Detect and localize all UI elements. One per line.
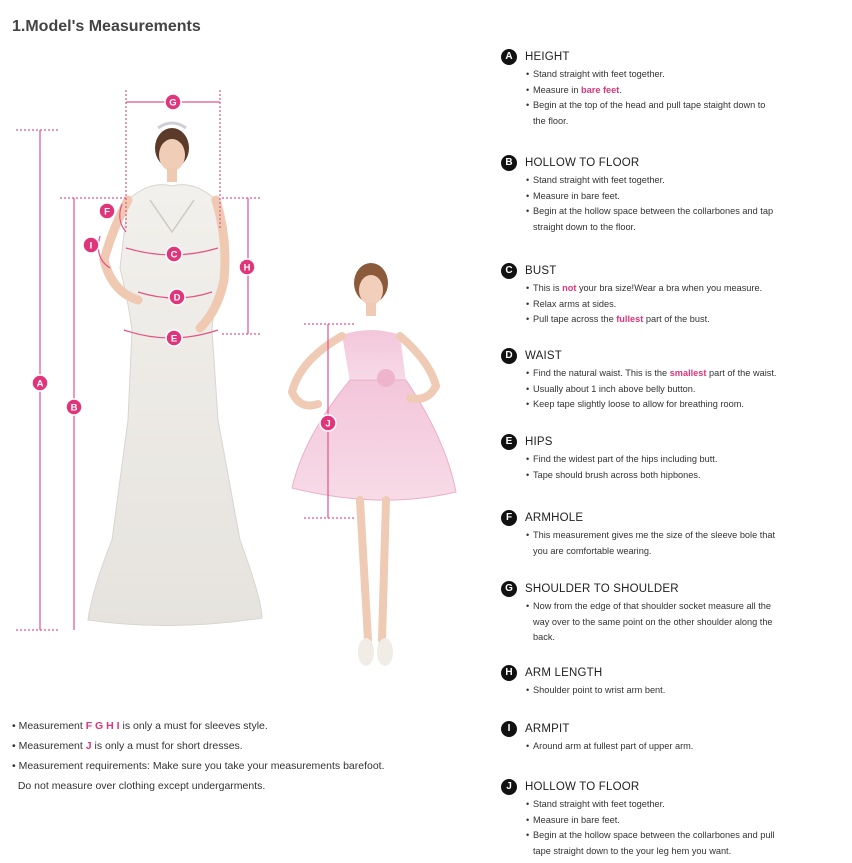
note-line: • Measurement requirements: Make sure you take your measurements barefoot.: [12, 760, 385, 772]
bullet-text: • This measurement gives me the size of the sleeve bole that: [526, 528, 846, 544]
item-bullets: [501, 452, 846, 483]
svg-text:B: B: [70, 402, 78, 414]
measurement-item-b: [501, 154, 846, 235]
item-bullets: [501, 528, 846, 559]
letter-badge: J: [501, 779, 517, 795]
item-title: ARMHOLE: [525, 511, 584, 524]
item-bullets: [501, 599, 846, 646]
marker-a: [32, 375, 48, 391]
measurement-figure: [0, 0, 480, 700]
letter-badge: F: [501, 510, 517, 526]
item-bullets: [501, 366, 846, 413]
marker-j: [320, 415, 336, 431]
svg-text:I: I: [89, 240, 93, 252]
item-header: [501, 433, 846, 450]
item-header: [501, 778, 846, 795]
bullet-text: • Keep tape slightly loose to allow for breathing room.: [526, 397, 846, 413]
measurement-item-e: [501, 433, 846, 483]
item-header: [501, 48, 846, 65]
item-bullets: [501, 67, 846, 129]
bullet-text: • Begin at the top of the head and pull tape staight down to: [526, 98, 846, 114]
measurement-item-i: [501, 720, 846, 755]
item-title: SHOULDER TO SHOULDER: [525, 582, 679, 595]
item-title: WAIST: [525, 349, 562, 362]
svg-text:H: H: [243, 262, 251, 274]
item-header: [501, 347, 846, 364]
letter-badge: I: [501, 721, 517, 737]
bullet-text: • Measure in bare feet.: [526, 189, 846, 205]
measurement-notes: [12, 716, 472, 796]
item-title: ARMPIT: [525, 722, 570, 735]
item-header: [501, 580, 846, 597]
measurement-item-h: [501, 664, 846, 699]
item-header: [501, 262, 846, 279]
bullet-text: straight down to the floor.: [533, 221, 636, 232]
bullet-text: • Shoulder point to wrist arm bent.: [526, 683, 846, 699]
marker-e: [166, 330, 182, 346]
bullet-text: • Stand straight with feet together.: [526, 797, 846, 813]
marker-f: [99, 203, 115, 219]
page-title: 1.Model's Measurements: [12, 18, 201, 35]
item-header: [501, 154, 846, 171]
item-header: [501, 509, 846, 526]
item-title: HOLLOW TO FLOOR: [525, 156, 640, 169]
marker-d: [169, 289, 185, 305]
bullet-text: you are comfortable wearing.: [533, 545, 652, 556]
item-title: HIPS: [525, 435, 553, 448]
svg-text:E: E: [170, 333, 178, 345]
bullet-text: • Pull tape across the fullest part of the bust.: [526, 312, 846, 328]
bullet-text: • Find the widest part of the hips including butt.: [526, 452, 846, 468]
bullet-text: • Measure in bare feet.: [526, 83, 846, 99]
item-header: [501, 720, 846, 737]
item-bullets: [501, 739, 846, 755]
measurement-item-d: [501, 347, 846, 413]
item-title: ARM LENGTH: [525, 666, 603, 679]
letter-badge: C: [501, 263, 517, 279]
bullet-text: the floor.: [533, 115, 569, 126]
measurement-item-c: [501, 262, 846, 328]
svg-text:D: D: [173, 292, 181, 304]
bullet-text: • Measure in bare feet.: [526, 813, 846, 829]
item-bullets: [501, 173, 846, 235]
svg-text:A: A: [36, 378, 44, 390]
bullet-text: • This is not your bra size!Wear a bra when you measure.: [526, 281, 846, 297]
note-line: • Measurement F G H I is only a must for sleeves style.: [12, 720, 268, 732]
item-title: HOLLOW TO FLOOR: [525, 780, 640, 793]
measurement-item-j: [501, 778, 846, 859]
letter-badge: B: [501, 155, 517, 171]
bullet-text: • Tape should brush across both hipbones.: [526, 468, 846, 484]
bullet-text: • Relax arms at sides.: [526, 297, 846, 313]
bullet-text: • Stand straight with feet together.: [526, 67, 846, 83]
letter-badge: A: [501, 49, 517, 65]
measurement-item-f: [501, 509, 846, 559]
bullet-text: • Usually about 1 inch above belly button.: [526, 382, 846, 398]
note-line: • Measurement J is only a must for short dresses.: [12, 740, 243, 752]
marker-i: [83, 237, 99, 253]
bullet-text: • Around arm at fullest part of upper arm.: [526, 739, 846, 755]
bullet-text: • Now from the edge of that shoulder socket measure all the: [526, 599, 846, 615]
letter-badge: G: [501, 581, 517, 597]
measurement-item-g: [501, 580, 846, 646]
item-title: HEIGHT: [525, 50, 570, 63]
svg-text:J: J: [325, 418, 331, 430]
bullet-text: back.: [533, 632, 555, 643]
marker-h: [239, 259, 255, 275]
item-header: [501, 664, 846, 681]
svg-text:G: G: [169, 97, 177, 109]
item-bullets: [501, 797, 846, 859]
marker-g: [165, 94, 181, 110]
letter-badge: E: [501, 434, 517, 450]
bullet-text: tape straight down to the your leg hem you want.: [533, 845, 732, 856]
marker-b: [66, 399, 82, 415]
note-line: Do not measure over clothing except undergarments.: [12, 780, 266, 792]
letter-badge: H: [501, 665, 517, 681]
item-bullets: [501, 281, 846, 328]
marker-c: [166, 246, 182, 262]
measurement-item-a: [501, 48, 846, 129]
svg-text:C: C: [170, 249, 178, 261]
item-title: BUST: [525, 264, 557, 277]
bullet-text: way over to the same point on the other shoulder along the: [533, 616, 773, 627]
letter-badge: D: [501, 348, 517, 364]
bullet-text: • Begin at the hollow space between the collarbones and pull: [526, 828, 846, 844]
bullet-text: • Stand straight with feet together.: [526, 173, 846, 189]
svg-text:F: F: [104, 206, 110, 218]
bullet-text: • Find the natural waist. This is the smallest part of the waist.: [526, 366, 846, 382]
bullet-text: • Begin at the hollow space between the collarbones and tap: [526, 204, 846, 220]
item-bullets: [501, 683, 846, 699]
